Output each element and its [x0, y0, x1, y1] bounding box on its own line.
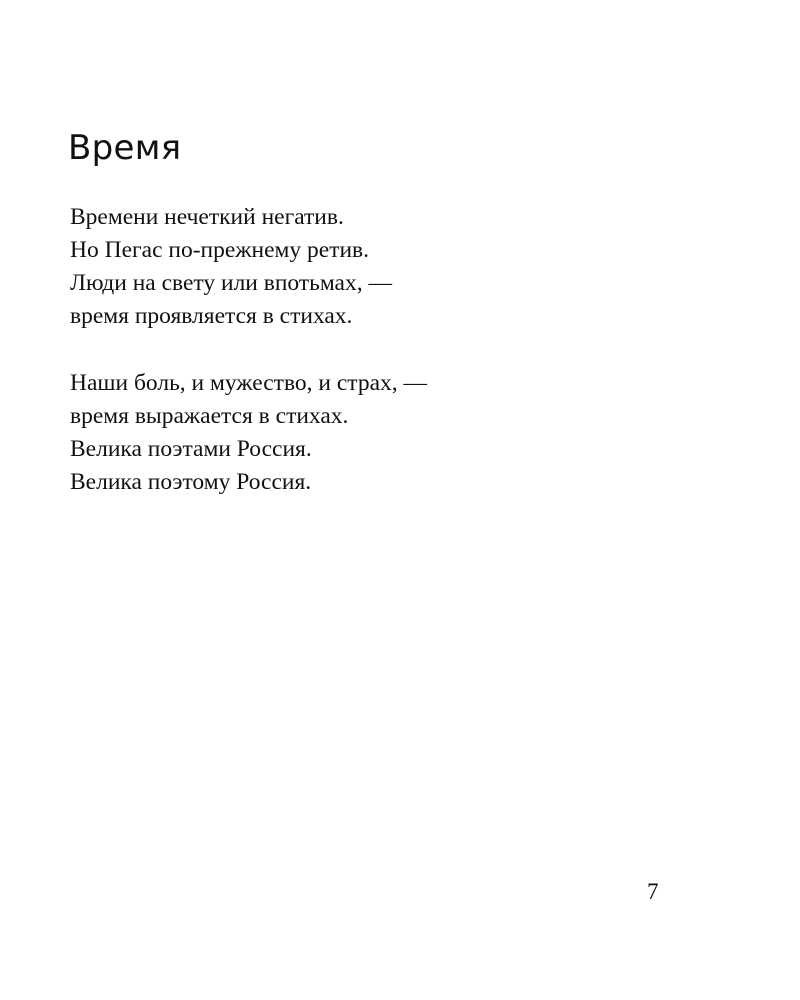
poem-title: Время: [68, 128, 182, 168]
stanza: [70, 367, 427, 499]
verse-line: Люди на свету или впотьмах, —: [70, 270, 392, 296]
verse-line: Наши боль, и мужество, и страх, —: [70, 370, 427, 396]
verse-line: Велика поэтому Россия.: [70, 469, 312, 495]
verse-line: время выражается в стихах.: [70, 403, 349, 429]
verse-line: Времени нечеткий негатив.: [70, 204, 344, 230]
page-number: 7: [647, 879, 659, 904]
stanza: [70, 201, 392, 333]
verse-line: время проявляется в стихах.: [70, 303, 353, 329]
verse-line: Велика поэтами Россия.: [70, 436, 312, 462]
verse-line: Но Пегас по-прежнему ретив.: [70, 237, 370, 263]
